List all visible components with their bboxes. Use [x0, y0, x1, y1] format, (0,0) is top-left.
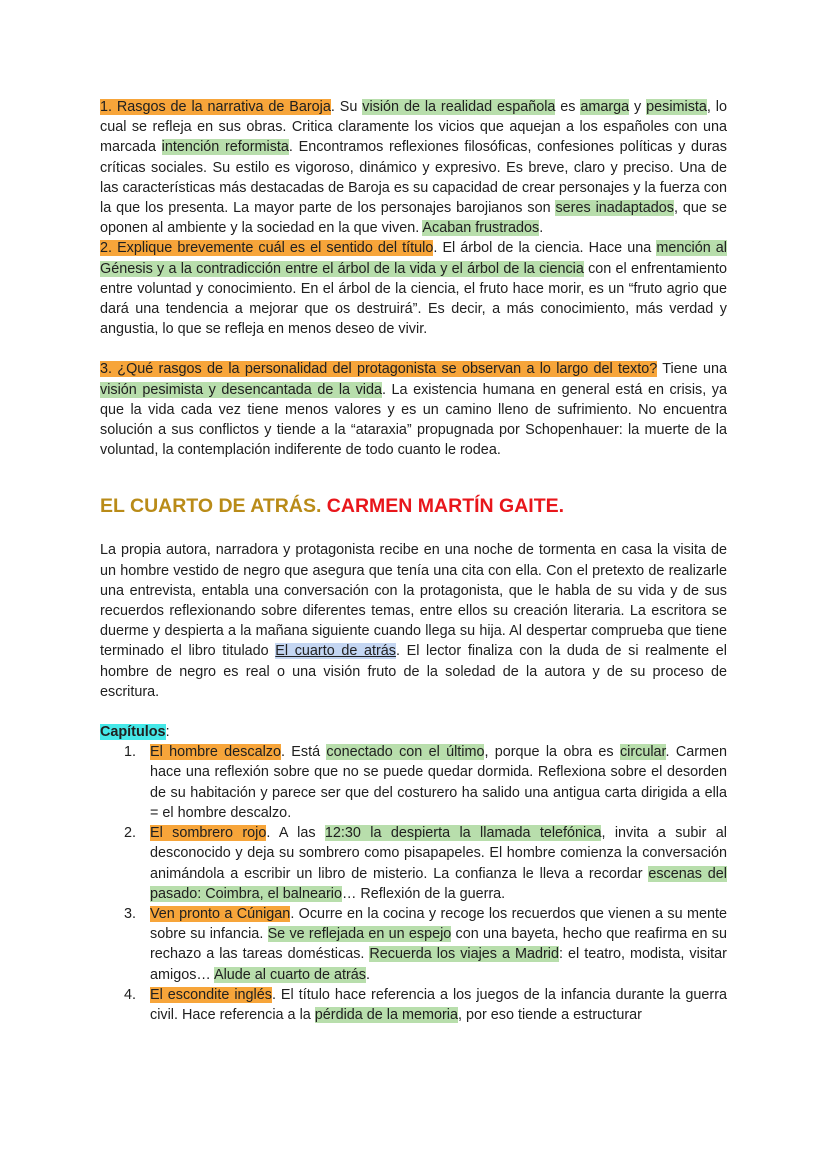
text-run: , invita a subir al desconocido y deja su sombrero como pisapapeles. El hombre comienza la conversación animándola a escribir un libro de misterio. La confianza le lleva a recordar	[150, 825, 727, 882]
chapter-title: Ven pronto a Cúnigan	[150, 905, 291, 922]
highlight: pesimista	[646, 99, 707, 115]
highlight: Recuerda los viajes a Madrid	[369, 946, 559, 963]
text-run: . Encontramos reflexiones filosóficas, confesiones políticas y duras críticas sociales. Su estilo es vigoroso, dinámico y expresivo. Es breve, claro y preciso. Una de las características más destacadas de Baroja es su capacidad de crear personajes y la fuerza con la que los presenta. La mayor parte de los personajes barojianos son	[100, 139, 727, 217]
summary-paragraph	[100, 540, 727, 702]
text-run: con el enfrentamiento entre voluntad y conocimiento. En el árbol de la ciencia, el fruto hace morir, es un “fruto agrio que dará una tendencia a mejorar que os destruirá”. Es decir, a más conocimiento, más verdad y angustia, lo que se refleja en menos deseo de vivir.	[100, 260, 727, 338]
text-run: . A las	[266, 825, 325, 842]
highlight: visión de la realidad española	[362, 99, 556, 115]
text-run: :	[165, 724, 170, 741]
highlight: conectado con el último	[326, 744, 485, 761]
chapter-title: El sombrero rojo	[150, 825, 267, 842]
spacer	[100, 702, 727, 722]
highlight: Alude al cuarto de atrás	[214, 966, 366, 983]
chapter-item	[100, 742, 727, 823]
text-run: es	[555, 99, 581, 115]
book-title	[100, 486, 727, 526]
highlight: mención al Génesis y a la contradicción entre el árbol de la vida y el árbol de la ciencia	[100, 240, 728, 277]
text-run: . Carmen hace una reflexión sobre que no se puede quedar dormida. Reflexiona sobre el desorden de su habitación y parece ser que del costurero ha salido una antigua carta dirigida a ella = el hombre descalzo.	[150, 744, 728, 821]
text-run: Tiene una	[657, 361, 727, 378]
text-run: , por eso tiende a estructurar	[457, 1006, 642, 1023]
section-2-heading: 2. Explique brevemente cuál es el sentido del título	[100, 240, 434, 257]
section-2-paragraph	[100, 238, 727, 339]
highlight: seres inadaptados	[555, 200, 674, 217]
chapter-number: 4.	[124, 986, 137, 1003]
chapter-item	[100, 904, 727, 985]
spacer	[100, 526, 727, 540]
chapter-item	[100, 823, 727, 904]
chapter-item	[100, 985, 727, 1025]
highlight: Se ve reflejada en un espejo	[267, 926, 452, 943]
text-run: , porque la obra es	[484, 744, 620, 761]
text-run: . Está	[280, 744, 327, 761]
highlight: visión pesimista y desencantada de la vida	[100, 381, 382, 398]
text-run: La propia autora, narradora y protagonista recibe en una noche de tormenta en casa la visita de un hombre vestido de negro que asegura que tenía una cita con ella. Con el pretexto de realizarle una entrevista, entabla una conversación con la protagonista, que le habla de su vida y de sus recuerdos reflexionando sobre diferentes temas, entre ellos su creación literaria. La escritora se duerme y despierta a la mañana siguiente cuando llega su hija. Al despertar comprueba que tiene terminado el libro titulado	[100, 542, 727, 660]
text-run: y	[629, 99, 647, 115]
highlight: pérdida de la memoria	[314, 1006, 458, 1023]
chapter-number: 2.	[124, 825, 137, 842]
chapter-title: El escondite inglés	[150, 986, 272, 1003]
chapter-number: 1.	[124, 744, 137, 761]
text-run: .	[366, 966, 370, 983]
text-run: : el teatro, modista, visitar amigos…	[150, 946, 727, 983]
highlight: escenas del pasado: Coimbra, el balneario	[150, 865, 727, 902]
chapters-heading-line	[100, 722, 727, 742]
text-run: . El lector finaliza con la duda de si realmente el hombre de negro es real o una visión fruto de la soledad de la autora y de su proceso de escritura.	[100, 643, 727, 700]
chapter-list	[100, 742, 727, 1025]
text-run: .	[539, 220, 544, 237]
chapter-title: El hombre descalzo	[150, 744, 281, 761]
section-3-heading: 3. ¿Qué rasgos de la personalidad del protagonista se observan a lo largo del texto?	[100, 361, 658, 378]
book-author: CARMEN MARTÍN GAITE.	[321, 495, 565, 518]
text-run: , lo cual se refleja en sus obras. Critica claramente los vicios que aquejan a los españoles con una marcada	[100, 99, 728, 156]
highlight: 12:30 la despierta la llamada telefónica	[324, 825, 602, 842]
text-run: con una bayeta, hecho que reafirma en su rechazo a las tareas domésticas.	[150, 926, 727, 963]
section-1-heading: 1. Rasgos de la narrativa de Baroja	[100, 99, 331, 115]
text-run: . La existencia humana en general está en crisis, ya que la vida cada vez tiene menos valores y es un camino lleno de sufrimiento. No encuentra solución a sus conflictos y tiende a la “ataraxia” propugnada por Schopenhauer: la muerte de la voluntad, la contemplación indiferente de todo cuanto le rodea.	[100, 381, 727, 459]
text-run: , que se oponen al ambiente y la sociedad en la que viven.	[100, 200, 727, 237]
document-body	[100, 97, 727, 1025]
text-run: . El árbol de la ciencia. Hace una	[433, 240, 657, 257]
highlight: Acaban frustrados	[422, 220, 540, 237]
highlight: intención reformista	[161, 139, 289, 156]
book-link[interactable]: El cuarto de atrás	[275, 643, 396, 660]
text-run: . Ocurre en la cocina y recoge los recuerdos que vienen a su mente sobre su infancia.	[150, 905, 727, 943]
book-title-text: EL CUARTO DE ATRÁS.	[100, 495, 322, 518]
spacer	[100, 339, 727, 359]
text-run: . El título hace referencia a los juegos de la infancia durante la guerra civil. Hace referencia a la	[150, 986, 728, 1023]
chapter-number: 3.	[124, 905, 137, 922]
highlight: amarga	[580, 99, 630, 115]
section-3-paragraph	[100, 359, 727, 460]
section-1-paragraph	[100, 97, 727, 238]
highlight: circular	[619, 744, 666, 761]
text-run: . Su	[330, 99, 363, 115]
chapters-heading: Capítulos	[100, 724, 166, 741]
text-run: … Reflexión de la guerra.	[342, 885, 506, 902]
